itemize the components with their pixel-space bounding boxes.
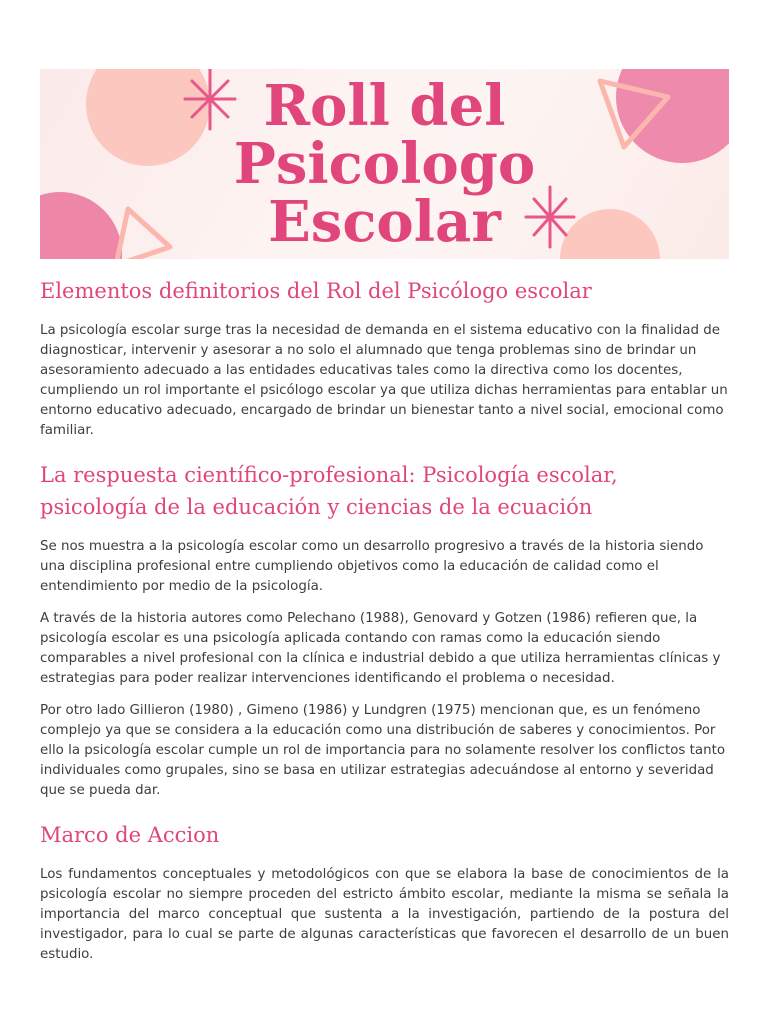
section-respuesta <box>40 459 729 801</box>
section-elementos <box>40 275 729 441</box>
paragraph: La psicología escolar surge tras la necesidad de demanda en el sistema educativo con la finalidad de diagnosticar, intervenir y asesorar a no solo el alumnado que tenga problemas sino de brindar un asesoramiento adecuado a las entidades educativas tales como la directiva como los docentes, cumpliendo un rol importante el psicólogo escolar ya que utiliza dichas herramientas para entablar un entorno educativo adecuado, encargado de brindar un bienestar tanto a nivel social, emocional como familiar. <box>40 323 728 438</box>
document-body <box>40 275 729 977</box>
title-line-1: Roll del <box>263 73 506 139</box>
paragraph: Por otro lado Gillieron (1980) , Gimeno (1986) y Lundgren (1975) mencionan que, es un fenómeno complejo ya que se considera a la educación como una distribución de saberes y conocimientos. Por ello la psicología escolar cumple un rol de importancia para no solamente resolver los conflictos tanto individuales como grupales, sino se basa en utilizar estrategias adecuándose al entorno y severidad que se pueda dar. <box>40 703 726 798</box>
section-heading: Elementos definitorios del Rol del Psicólogo escolar <box>40 279 592 303</box>
section-heading: Marco de Accion <box>40 823 220 847</box>
paragraph: A través de la historia autores como Pelechano (1988), Genovard y Gotzen (1986) refieren que, la psicología escolar es una psicología aplicada contando con ramas como la educación siendo comparables a nivel profesional con la clínica e industrial debido a que utiliza herramientas clínicas y estrategias para poder realizar intervenciones identificando el problema o necesidad. <box>40 611 721 686</box>
paragraph: Los fundamentos conceptuales y metodológicos con que se elabora la base de conocimientos de la psicología escolar no siempre proceden del estricto ámbito escolar, mediante la misma se señala la importancia del marco conceptual que sustenta a la investigación, partiendo de la postura del investigador, para lo cual se parte de algunas características que favorecen el desarrollo de un buen estudio. <box>40 867 729 962</box>
section-heading: La respuesta científico-profesional: Psicología escolar, psicología de la educación y ciencias de la ecuación <box>40 463 618 519</box>
section-marco <box>40 819 729 965</box>
page-title <box>40 73 729 255</box>
title-line-3: Escolar <box>268 189 501 255</box>
title-line-2: Psicologo <box>233 131 536 197</box>
paragraph: Se nos muestra a la psicología escolar como un desarrollo progresivo a través de la historia siendo una disciplina profesional entre cumpliendo objetivos como la educación de calidad como el entendimiento por medio de la psicología. <box>40 539 704 594</box>
title-banner <box>40 69 729 259</box>
